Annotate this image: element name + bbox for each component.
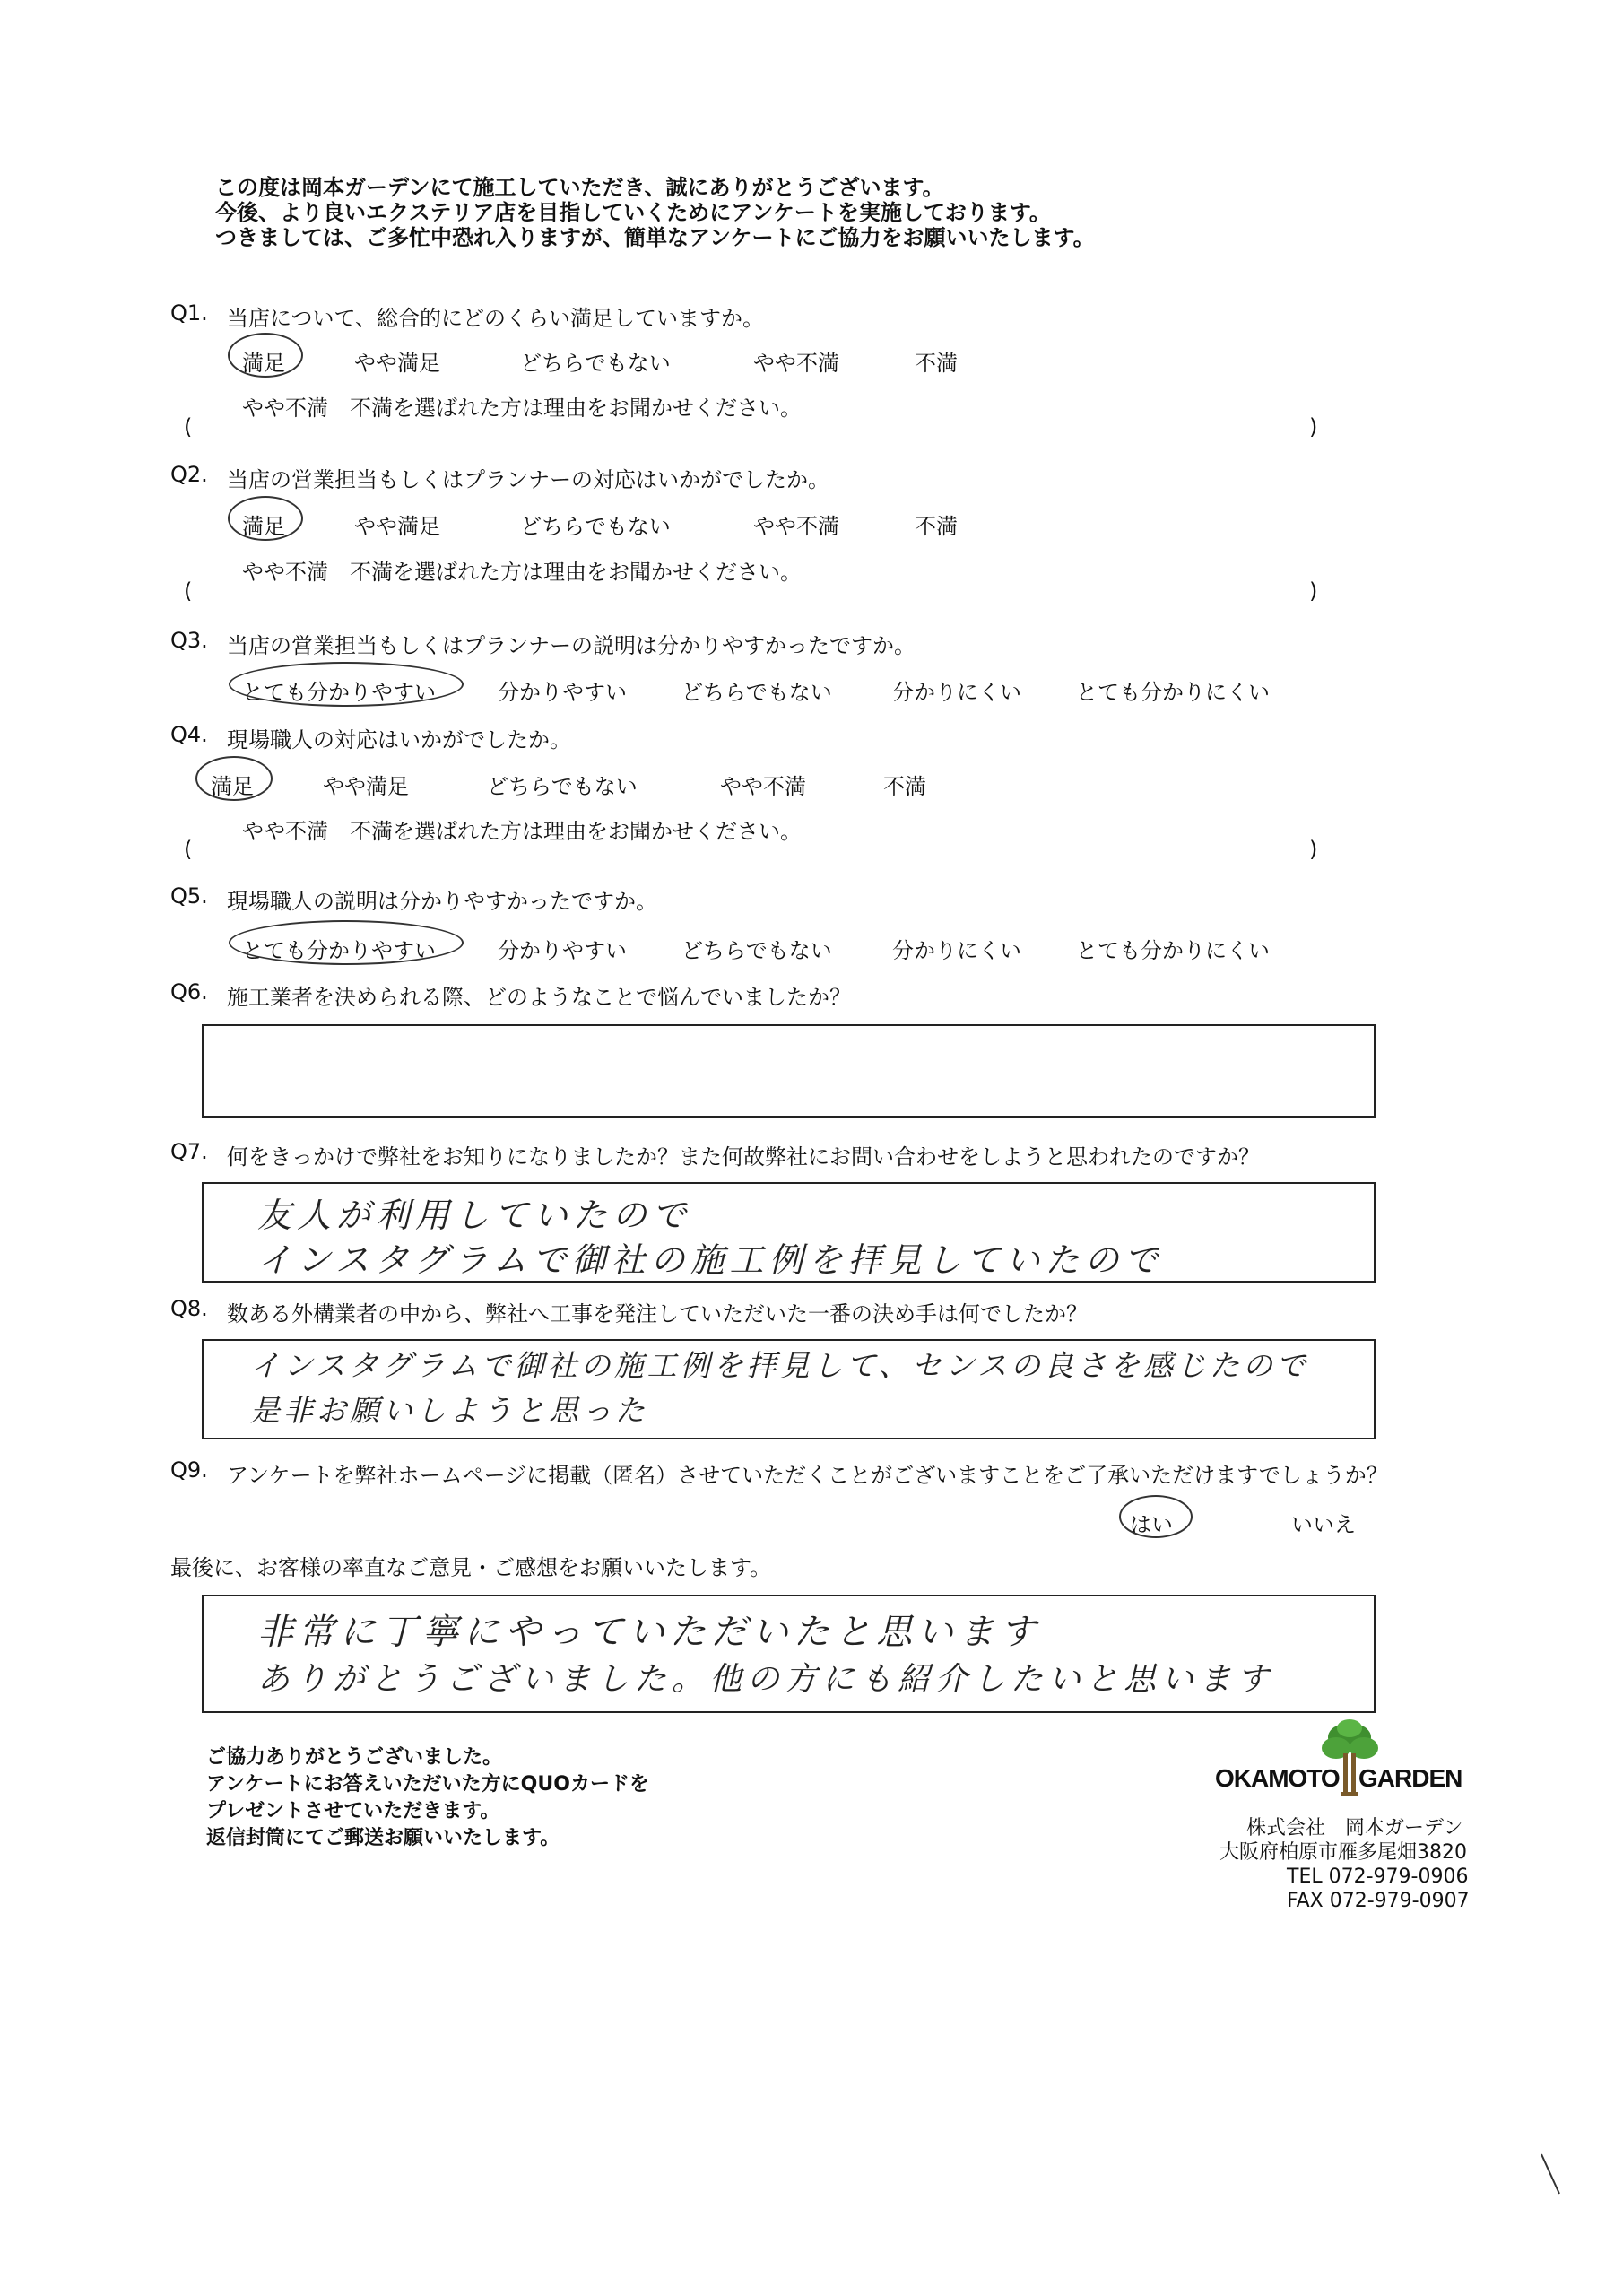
q5-option-1[interactable]: とても分かりやすい bbox=[242, 938, 436, 963]
q1-reason-prompt: やや不満 不満を選ばれた方は理由をお聞かせください。 bbox=[242, 396, 802, 421]
q2-reason-prompt: やや不満 不満を選ばれた方は理由をお聞かせください。 bbox=[242, 560, 802, 585]
q3-option-5[interactable]: とても分かりにくい bbox=[1076, 680, 1270, 705]
q3-option-2[interactable]: 分かりやすい bbox=[498, 680, 627, 705]
q2-close-paren: ) bbox=[1309, 578, 1318, 604]
q3-option-1[interactable]: とても分かりやすい bbox=[242, 680, 436, 705]
thanks-text bbox=[206, 1744, 649, 1852]
company-info bbox=[1219, 1816, 1470, 1913]
company-tel: TEL 072-979-0906 bbox=[1287, 1866, 1469, 1888]
q1-option-5[interactable]: 不満 bbox=[915, 351, 958, 376]
q2-open-paren: ( bbox=[184, 578, 193, 604]
q4-option-2[interactable]: やや満足 bbox=[323, 774, 409, 799]
q3-option-3[interactable]: どちらでもない bbox=[681, 680, 832, 705]
final-prompt: 最後に、お客様の率直なご意見・ご感想をお願いいたします。 bbox=[170, 1555, 772, 1580]
q3-selected-circle bbox=[229, 662, 464, 707]
q2-option-1[interactable]: 満足 bbox=[242, 514, 285, 539]
q9-no-option[interactable]: いいえ bbox=[1291, 1512, 1356, 1537]
q6-answer-box[interactable] bbox=[202, 1024, 1376, 1118]
q4-open-paren: ( bbox=[184, 837, 193, 862]
q4-text: 現場職人の対応はいかがでしたか。 bbox=[227, 727, 571, 752]
final-answer-line: 非常に丁寧にやっていただいたと思います bbox=[257, 1612, 1041, 1653]
q1-text: 当店について、総合的にどのくらい満足していますか。 bbox=[227, 306, 765, 331]
q7-text: 何をきっかけで弊社をお知りになりましたか？また何故弊社にお問い合わせをしようと思われたのですか？ bbox=[227, 1144, 1260, 1170]
q5-option-4[interactable]: 分かりにくい bbox=[892, 938, 1021, 963]
final-answer-line: ありがとうございました。他の方にも紹介したいと思います bbox=[257, 1661, 1275, 1698]
q8-text: 数ある外構業者の中から、弊社へ工事を発注していただいた一番の決め手は何でしたか？ bbox=[227, 1301, 1088, 1326]
q4-option-3[interactable]: どちらでもない bbox=[487, 774, 638, 799]
q2-text: 当店の営業担当もしくはプランナーの対応はいかがでしたか。 bbox=[227, 467, 829, 492]
q8-label: Q8. bbox=[170, 1296, 208, 1321]
q2-option-2[interactable]: やや満足 bbox=[354, 514, 440, 539]
q4-option-1[interactable]: 満足 bbox=[211, 774, 254, 799]
logo-text-left: OKAMOTO bbox=[1215, 1764, 1340, 1792]
q2-label: Q2. bbox=[170, 462, 208, 487]
company-logo bbox=[1215, 1718, 1475, 1798]
intro-line: この度は岡本ガーデンにて施工していただき、誠にありがとうございます。 bbox=[215, 175, 944, 200]
q7-answer-line: 友人が利用していたので bbox=[257, 1196, 692, 1235]
company-name: 株式会社 岡本ガーデン bbox=[1246, 1817, 1463, 1839]
q4-option-4[interactable]: やや不満 bbox=[720, 774, 806, 799]
q1-option-4[interactable]: やや不満 bbox=[753, 351, 839, 376]
q2-option-4[interactable]: やや不満 bbox=[753, 514, 839, 539]
q5-text: 現場職人の説明は分かりやすかったですか。 bbox=[227, 889, 657, 914]
q1-close-paren: ) bbox=[1309, 414, 1318, 439]
thanks-line: 返信封筒にてご郵送お願いいたします。 bbox=[206, 1827, 560, 1849]
q3-text: 当店の営業担当もしくはプランナーの説明は分かりやすかったですか。 bbox=[227, 633, 916, 658]
q3-label: Q3. bbox=[170, 628, 208, 653]
thanks-line: アンケートにお答えいただいた方にQUOカードを bbox=[206, 1773, 649, 1796]
q4-selected-circle bbox=[195, 756, 273, 801]
q5-option-2[interactable]: 分かりやすい bbox=[498, 938, 627, 963]
q2-selected-circle bbox=[228, 496, 303, 541]
q4-reason-prompt: やや不満 不満を選ばれた方は理由をお聞かせください。 bbox=[242, 819, 802, 844]
q1-open-paren: ( bbox=[184, 414, 193, 439]
q1-label: Q1. bbox=[170, 300, 208, 326]
q9-selected-circle bbox=[1119, 1495, 1193, 1538]
q5-selected-circle bbox=[229, 920, 464, 965]
q8-answer-line: インスタグラムで御社の施工例を拝見して、センスの良さを感じたので bbox=[250, 1348, 1310, 1383]
q2-option-3[interactable]: どちらでもない bbox=[520, 514, 671, 539]
thanks-line: プレゼントさせていただきます。 bbox=[206, 1800, 500, 1822]
q3-option-4[interactable]: 分かりにくい bbox=[892, 680, 1021, 705]
q4-close-paren: ) bbox=[1309, 837, 1318, 862]
intro-line: つきましては、ご多忙中恐れ入りますが、簡単なアンケートにご協力をお願いいたします。 bbox=[215, 225, 1095, 250]
company-fax: FAX 072-979-0907 bbox=[1287, 1890, 1470, 1912]
q8-answer-line: 是非お願いしようと思った bbox=[250, 1393, 648, 1428]
company-address: 大阪府柏原市雁多尾畑3820 bbox=[1219, 1841, 1467, 1864]
q9-label: Q9. bbox=[170, 1457, 208, 1483]
q1-selected-circle bbox=[228, 333, 303, 378]
q5-option-5[interactable]: とても分かりにくい bbox=[1076, 938, 1270, 963]
q5-label: Q5. bbox=[170, 883, 208, 909]
q7-answer-line: インスタグラムで御社の施工例を拝見していたので bbox=[257, 1240, 1164, 1280]
q7-answer-box[interactable] bbox=[202, 1182, 1376, 1283]
q2-option-5[interactable]: 不満 bbox=[915, 514, 958, 539]
q5-option-3[interactable]: どちらでもない bbox=[681, 938, 832, 963]
q4-label: Q4. bbox=[170, 722, 208, 747]
pen-mark bbox=[1538, 2152, 1565, 2197]
q8-answer-box[interactable] bbox=[202, 1339, 1376, 1439]
q9-text: アンケートを弊社ホームページに掲載（匿名）させていただくことがございますことをご了承いただけますでしょうか？ bbox=[227, 1463, 1388, 1488]
q9-yes-option[interactable]: はい bbox=[1130, 1512, 1173, 1537]
intro-text bbox=[215, 175, 1095, 250]
q4-option-5[interactable]: 不満 bbox=[883, 774, 926, 799]
q1-option-3[interactable]: どちらでもない bbox=[520, 351, 671, 376]
thanks-line: ご協力ありがとうございました。 bbox=[206, 1746, 503, 1769]
q1-option-2[interactable]: やや満足 bbox=[354, 351, 440, 376]
logo-text-right: GARDEN bbox=[1358, 1764, 1462, 1792]
final-answer-box[interactable] bbox=[202, 1595, 1376, 1713]
q7-label: Q7. bbox=[170, 1139, 208, 1164]
intro-line: 今後、より良いエクステリア店を目指していくためにアンケートを実施しております。 bbox=[215, 200, 1051, 225]
q6-text: 施工業者を決められる際、どのようなことで悩んでいましたか？ bbox=[227, 985, 851, 1010]
q6-label: Q6. bbox=[170, 979, 208, 1004]
q1-option-1[interactable]: 満足 bbox=[242, 351, 285, 376]
